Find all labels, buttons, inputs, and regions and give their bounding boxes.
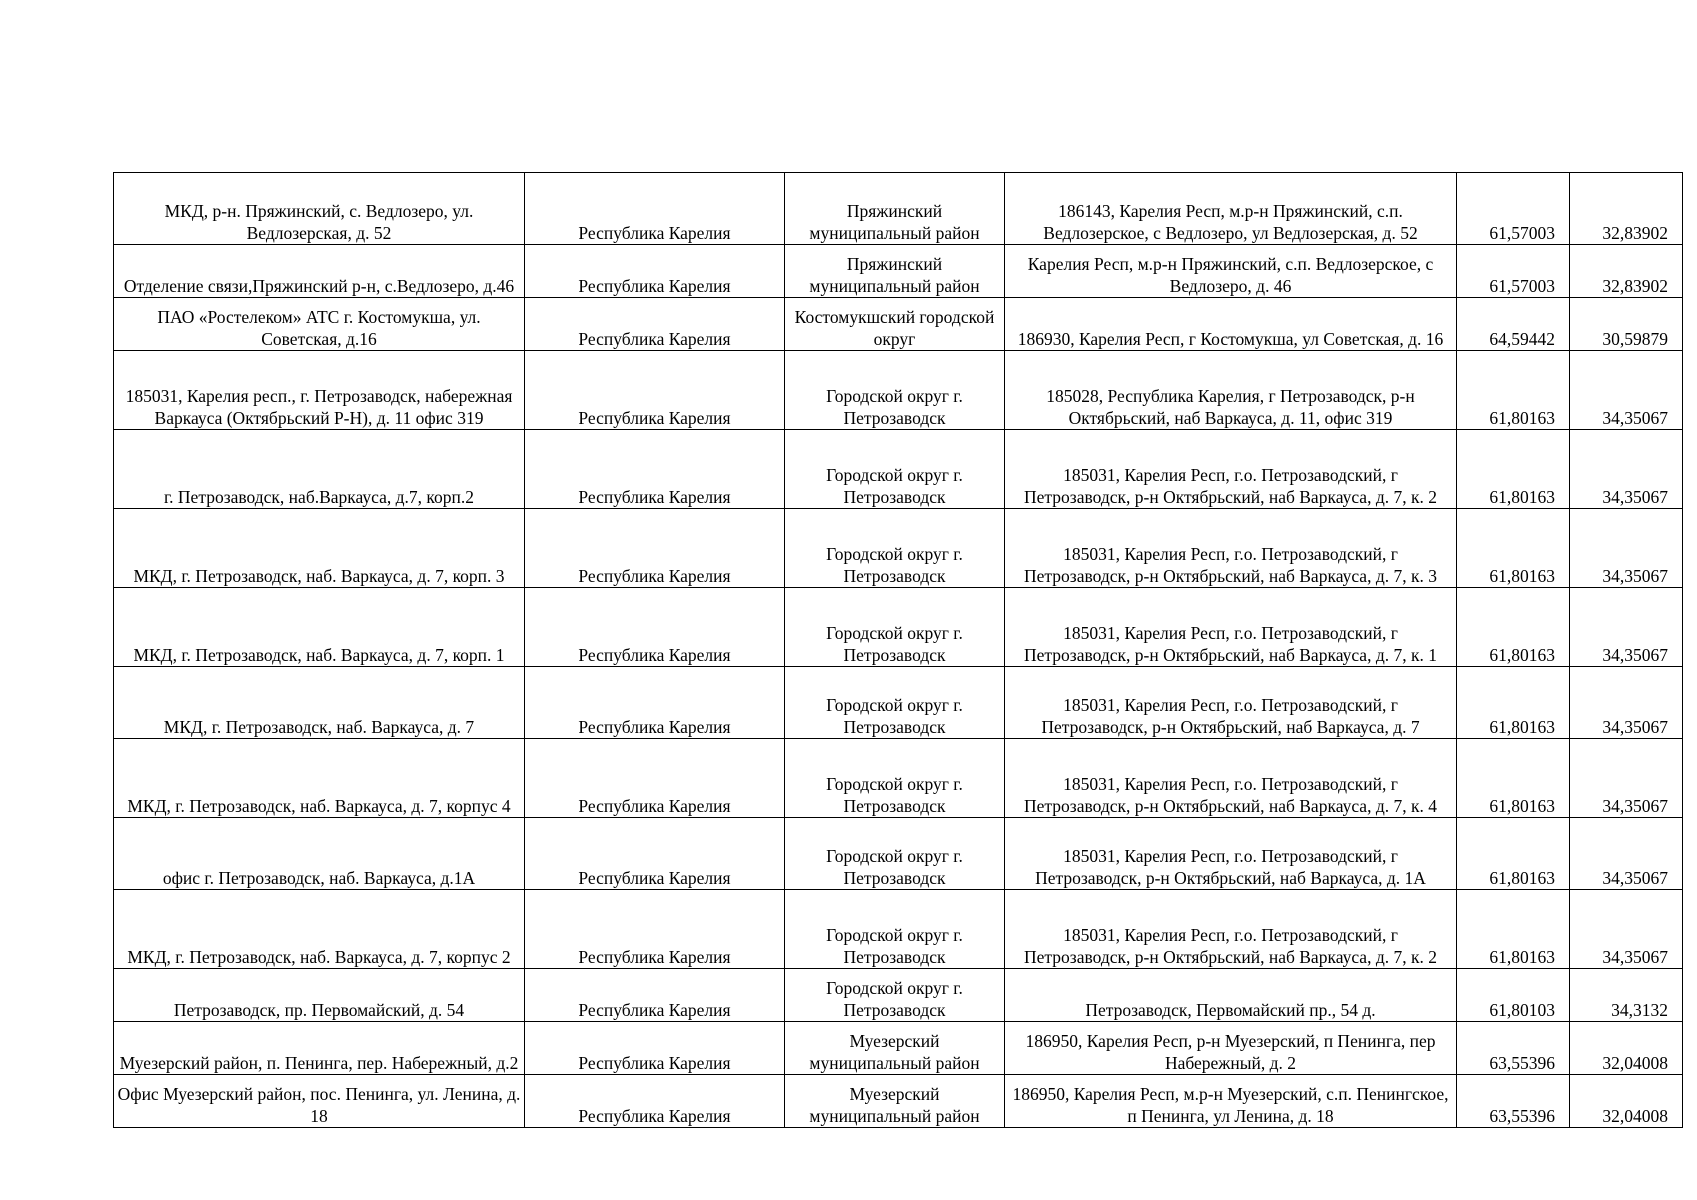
table-row bbox=[114, 969, 1683, 1022]
table-row bbox=[114, 509, 1683, 588]
table-row bbox=[114, 667, 1683, 739]
cell-name: Отделение связи,Пряжинский р-н, с.Ведлозеро, д.46 bbox=[114, 245, 525, 298]
cell-name: Муезерский район, п. Пенинга, пер. Набережный, д.2 bbox=[114, 1022, 525, 1075]
cell-latitude: 61,80163 bbox=[1457, 430, 1570, 509]
cell-municipality: Городской округ г. Петрозаводск bbox=[785, 509, 1005, 588]
cell-address: 185031, Карелия Респ, г.о. Петрозаводский, г Петрозаводск, р-н Октябрьский, наб Варкауса, д. 7, к. 2 bbox=[1005, 430, 1457, 509]
cell-municipality: Пряжинский муниципальный район bbox=[785, 245, 1005, 298]
cell-latitude: 63,55396 bbox=[1457, 1075, 1570, 1128]
table-row bbox=[114, 739, 1683, 818]
cell-name: МКД, г. Петрозаводск, наб. Варкауса, д. 7 bbox=[114, 667, 525, 739]
cell-address: 186950, Карелия Респ, м.р-н Муезерский, с.п. Пенингское, п Пенинга, ул Ленина, д. 18 bbox=[1005, 1075, 1457, 1128]
cell-name: г. Петрозаводск, наб.Варкауса, д.7, корп.2 bbox=[114, 430, 525, 509]
cell-region: Республика Карелия bbox=[525, 588, 785, 667]
cell-name: МКД, г. Петрозаводск, наб. Варкауса, д. 7, корпус 4 bbox=[114, 739, 525, 818]
cell-longitude: 34,35067 bbox=[1570, 890, 1683, 969]
cell-region: Республика Карелия bbox=[525, 969, 785, 1022]
cell-longitude: 32,04008 bbox=[1570, 1022, 1683, 1075]
cell-longitude: 34,35067 bbox=[1570, 739, 1683, 818]
cell-latitude: 61,80163 bbox=[1457, 351, 1570, 430]
cell-longitude: 34,3132 bbox=[1570, 969, 1683, 1022]
cell-name: Офис Муезерский район, пос. Пенинга, ул. Ленина, д. 18 bbox=[114, 1075, 525, 1128]
table-row bbox=[114, 173, 1683, 245]
cell-name: МКД, г. Петрозаводск, наб. Варкауса, д. 7, корпус 2 bbox=[114, 890, 525, 969]
table-row bbox=[114, 351, 1683, 430]
table-row bbox=[114, 1022, 1683, 1075]
cell-latitude: 61,57003 bbox=[1457, 173, 1570, 245]
cell-address: 186950, Карелия Респ, р-н Муезерский, п Пенинга, пер Набережный, д. 2 bbox=[1005, 1022, 1457, 1075]
cell-longitude: 32,83902 bbox=[1570, 245, 1683, 298]
cell-address: 185031, Карелия Респ, г.о. Петрозаводский, г Петрозаводск, р-н Октябрьский, наб Варкауса, д. 7 bbox=[1005, 667, 1457, 739]
cell-municipality: Муезерский муниципальный район bbox=[785, 1075, 1005, 1128]
cell-region: Республика Карелия bbox=[525, 818, 785, 890]
address-table bbox=[113, 172, 1683, 1128]
cell-municipality: Городской округ г. Петрозаводск bbox=[785, 818, 1005, 890]
cell-region: Республика Карелия bbox=[525, 430, 785, 509]
cell-region: Республика Карелия bbox=[525, 351, 785, 430]
cell-municipality: Городской округ г. Петрозаводск bbox=[785, 667, 1005, 739]
cell-address: 185031, Карелия Респ, г.о. Петрозаводский, г Петрозаводск, р-н Октябрьский, наб Варкауса, д. 7, к. 1 bbox=[1005, 588, 1457, 667]
cell-address: 186143, Карелия Респ, м.р-н Пряжинский, с.п. Ведлозерское, с Ведлозеро, ул Ведлозерская, д. 52 bbox=[1005, 173, 1457, 245]
cell-municipality: Городской округ г. Петрозаводск bbox=[785, 588, 1005, 667]
cell-name: МКД, г. Петрозаводск, наб. Варкауса, д. 7, корп. 1 bbox=[114, 588, 525, 667]
cell-latitude: 61,80163 bbox=[1457, 667, 1570, 739]
cell-region: Республика Карелия bbox=[525, 509, 785, 588]
cell-municipality: Городской округ г. Петрозаводск bbox=[785, 430, 1005, 509]
cell-latitude: 63,55396 bbox=[1457, 1022, 1570, 1075]
cell-latitude: 61,80163 bbox=[1457, 739, 1570, 818]
cell-municipality: Костомукшский городской округ bbox=[785, 298, 1005, 351]
cell-region: Республика Карелия bbox=[525, 245, 785, 298]
cell-region: Республика Карелия bbox=[525, 1022, 785, 1075]
cell-longitude: 34,35067 bbox=[1570, 818, 1683, 890]
cell-name: Петрозаводск, пр. Первомайский, д. 54 bbox=[114, 969, 525, 1022]
cell-region: Республика Карелия bbox=[525, 890, 785, 969]
cell-municipality: Муезерский муниципальный район bbox=[785, 1022, 1005, 1075]
cell-region: Республика Карелия bbox=[525, 173, 785, 245]
cell-region: Республика Карелия bbox=[525, 739, 785, 818]
table-row bbox=[114, 588, 1683, 667]
cell-name: 185031, Карелия респ., г. Петрозаводск, набережная Варкауса (Октябрьский Р-Н), д. 11 офис 319 bbox=[114, 351, 525, 430]
cell-municipality: Городской округ г. Петрозаводск bbox=[785, 969, 1005, 1022]
cell-name: МКД, р-н. Пряжинский, с. Ведлозеро, ул. Ведлозерская, д. 52 bbox=[114, 173, 525, 245]
cell-latitude: 61,80163 bbox=[1457, 588, 1570, 667]
cell-longitude: 30,59879 bbox=[1570, 298, 1683, 351]
cell-address: Карелия Респ, м.р-н Пряжинский, с.п. Ведлозерское, с Ведлозеро, д. 46 bbox=[1005, 245, 1457, 298]
cell-region: Республика Карелия bbox=[525, 298, 785, 351]
cell-name: офис г. Петрозаводск, наб. Варкауса, д.1А bbox=[114, 818, 525, 890]
cell-municipality: Городской округ г. Петрозаводск bbox=[785, 739, 1005, 818]
cell-address: 185031, Карелия Респ, г.о. Петрозаводский, г Петрозаводск, р-н Октябрьский, наб Варкауса, д. 1А bbox=[1005, 818, 1457, 890]
table-body bbox=[114, 173, 1683, 1128]
cell-name: МКД, г. Петрозаводск, наб. Варкауса, д. 7, корп. 3 bbox=[114, 509, 525, 588]
cell-latitude: 61,80163 bbox=[1457, 890, 1570, 969]
cell-address: 185031, Карелия Респ, г.о. Петрозаводский, г Петрозаводск, р-н Октябрьский, наб Варкауса, д. 7, к. 2 bbox=[1005, 890, 1457, 969]
cell-municipality: Городской округ г. Петрозаводск bbox=[785, 351, 1005, 430]
cell-longitude: 34,35067 bbox=[1570, 351, 1683, 430]
cell-address: 185028, Республика Карелия, г Петрозаводск, р-н Октябрьский, наб Варкауса, д. 11, офис 319 bbox=[1005, 351, 1457, 430]
cell-latitude: 61,80103 bbox=[1457, 969, 1570, 1022]
table-row bbox=[114, 890, 1683, 969]
cell-region: Республика Карелия bbox=[525, 1075, 785, 1128]
cell-municipality: Городской округ г. Петрозаводск bbox=[785, 890, 1005, 969]
cell-latitude: 61,80163 bbox=[1457, 509, 1570, 588]
cell-region: Республика Карелия bbox=[525, 667, 785, 739]
cell-longitude: 34,35067 bbox=[1570, 509, 1683, 588]
cell-address: Петрозаводск, Первомайский пр., 54 д. bbox=[1005, 969, 1457, 1022]
table-row bbox=[114, 1075, 1683, 1128]
cell-longitude: 32,83902 bbox=[1570, 173, 1683, 245]
cell-longitude: 34,35067 bbox=[1570, 588, 1683, 667]
cell-latitude: 64,59442 bbox=[1457, 298, 1570, 351]
cell-address: 186930, Карелия Респ, г Костомукша, ул Советская, д. 16 bbox=[1005, 298, 1457, 351]
cell-longitude: 32,04008 bbox=[1570, 1075, 1683, 1128]
cell-address: 185031, Карелия Респ, г.о. Петрозаводский, г Петрозаводск, р-н Октябрьский, наб Варкауса, д. 7, к. 4 bbox=[1005, 739, 1457, 818]
cell-latitude: 61,80163 bbox=[1457, 818, 1570, 890]
table-row bbox=[114, 298, 1683, 351]
table-row bbox=[114, 245, 1683, 298]
cell-longitude: 34,35067 bbox=[1570, 430, 1683, 509]
cell-municipality: Пряжинский муниципальный район bbox=[785, 173, 1005, 245]
cell-latitude: 61,57003 bbox=[1457, 245, 1570, 298]
cell-name: ПАО «Ростелеком» АТС г. Костомукша, ул. Советская, д.16 bbox=[114, 298, 525, 351]
table-row bbox=[114, 818, 1683, 890]
table-row bbox=[114, 430, 1683, 509]
cell-longitude: 34,35067 bbox=[1570, 667, 1683, 739]
cell-address: 185031, Карелия Респ, г.о. Петрозаводский, г Петрозаводск, р-н Октябрьский, наб Варкауса, д. 7, к. 3 bbox=[1005, 509, 1457, 588]
